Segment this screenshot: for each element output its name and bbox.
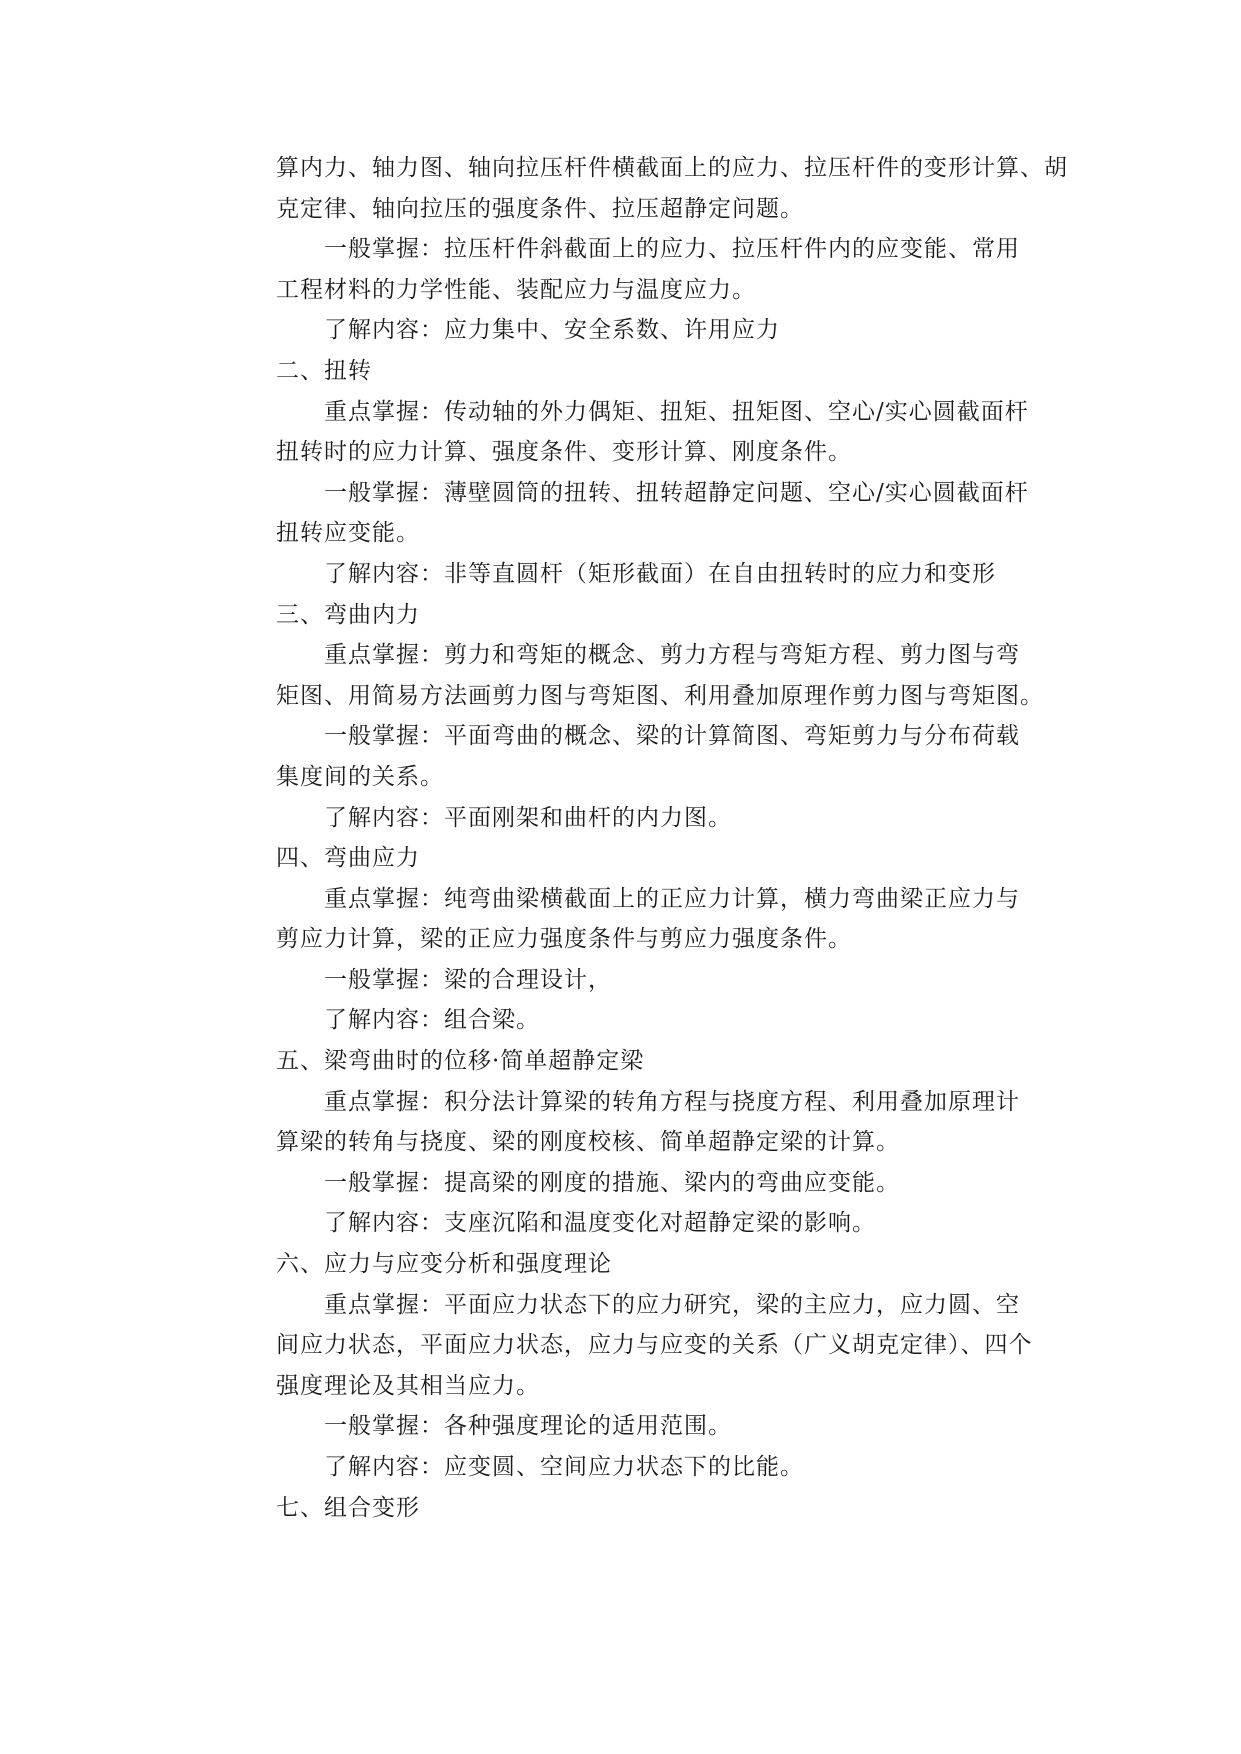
- text-line: 一般掌握：梁的合理设计，: [324, 966, 612, 993]
- text-line: 了解内容：应力集中、安全系数、许用应力: [324, 317, 780, 344]
- text-line: 了解内容：非等直圆杆（矩形截面）在自由扭转时的应力和变形: [324, 560, 996, 587]
- text-line: 重点掌握：平面应力状态下的应力研究，梁的主应力，应力圆、空: [324, 1291, 1020, 1318]
- text-line: 一般掌握：拉压杆件斜截面上的应力、拉压杆件内的应变能、常用: [324, 236, 1020, 263]
- text-line: 算梁的转角与挠度、梁的刚度校核、简单超静定梁的计算。: [276, 1129, 900, 1156]
- text-line: 一般掌握：薄壁圆筒的扭转、扭转超静定问题、空心/实心圆截面杆: [324, 479, 1029, 506]
- text-line: 剪应力计算，梁的正应力强度条件与剪应力强度条件。: [276, 926, 852, 953]
- text-line: 一般掌握：各种强度理论的适用范围。: [324, 1413, 732, 1440]
- text-line: 了解内容：平面刚架和曲杆的内力图。: [324, 804, 732, 831]
- section-heading: 七、组合变形: [276, 1494, 420, 1521]
- document-body: [276, 148, 1068, 1528]
- text-line: 集度间的关系。: [276, 763, 444, 790]
- section-heading: 六、应力与应变分析和强度理论: [276, 1251, 612, 1278]
- text-line: 重点掌握：剪力和弯矩的概念、剪力方程与弯矩方程、剪力图与弯: [324, 642, 1020, 669]
- text-line: 重点掌握：积分法计算梁的转角方程与挠度方程、利用叠加原理计: [324, 1088, 1020, 1115]
- section-heading: 二、扭转: [276, 357, 372, 384]
- text-line: 重点掌握：纯弯曲梁横截面上的正应力计算，横力弯曲梁正应力与: [324, 885, 1020, 912]
- text-line: 间应力状态，平面应力状态，应力与应变的关系（广义胡克定律）、四个: [276, 1332, 1033, 1359]
- text-line: 扭转应变能。: [276, 520, 420, 547]
- text-line: 了解内容：支座沉陷和温度变化对超静定梁的影响。: [324, 1210, 876, 1237]
- section-heading: 五、梁弯曲时的位移·简单超静定梁: [276, 1048, 645, 1075]
- text-line: 强度理论及其相当应力。: [276, 1372, 540, 1399]
- text-line: 克定律、轴向拉压的强度条件、拉压超静定问题。: [276, 195, 804, 222]
- text-line: 一般掌握：提高梁的刚度的措施、梁内的弯曲应变能。: [324, 1169, 900, 1196]
- text-line: 矩图、用简易方法画剪力图与弯矩图、利用叠加原理作剪力图与弯矩图。: [276, 682, 1044, 709]
- text-line: 了解内容：应变圆、空间应力状态下的比能。: [324, 1454, 804, 1480]
- text-line: 扭转时的应力计算、强度条件、变形计算、刚度条件。: [276, 439, 852, 466]
- text-line: 一般掌握：平面弯曲的概念、梁的计算简图、弯矩剪力与分布荷载: [324, 723, 1020, 750]
- text-line: 了解内容：组合梁。: [324, 1007, 540, 1034]
- text-line: 重点掌握：传动轴的外力偶矩、扭矩、扭矩图、空心/实心圆截面杆: [324, 398, 1029, 425]
- section-heading: 四、弯曲应力: [276, 845, 420, 872]
- text-line: 工程材料的力学性能、装配应力与温度应力。: [276, 276, 756, 303]
- text-line: 算内力、轴力图、轴向拉压杆件横截面上的应力、拉压杆件的变形计算、胡: [276, 155, 1068, 181]
- section-heading: 三、弯曲内力: [276, 601, 420, 628]
